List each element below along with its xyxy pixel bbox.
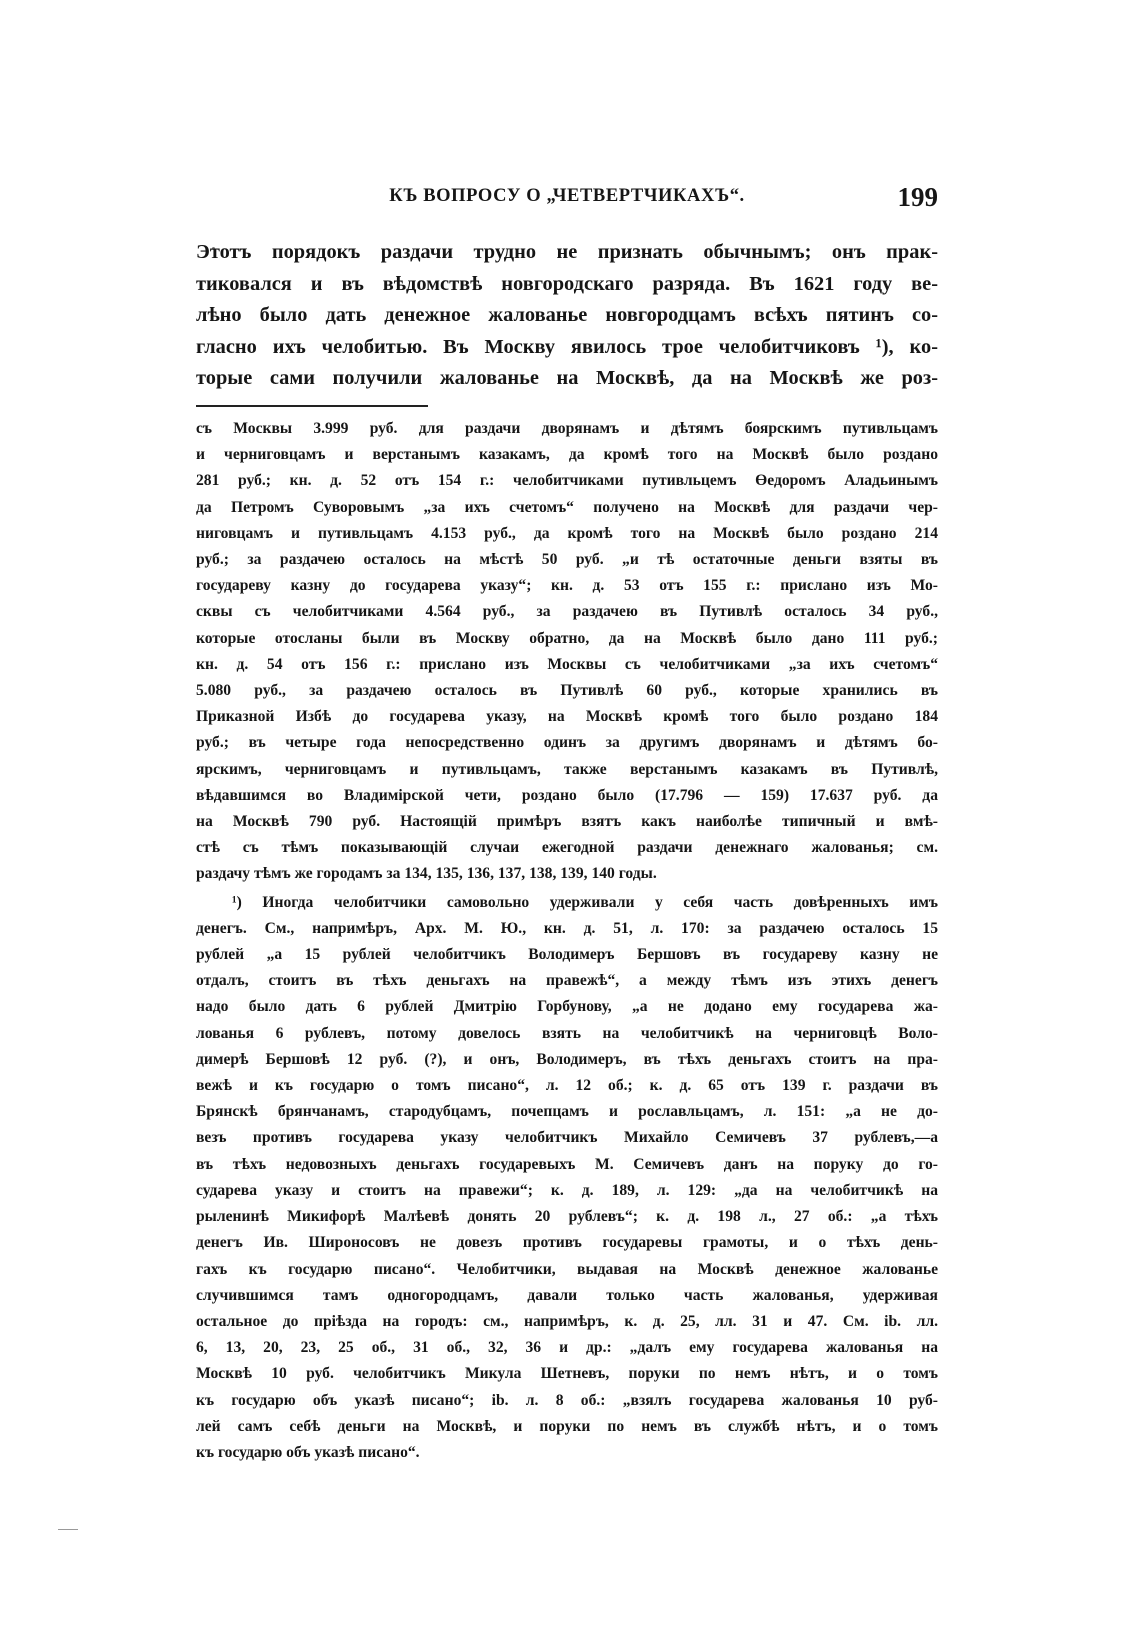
footnote-line: сударева указу и стоитъ на правежи“; к. д. 189, л. 129: „да на челобитчикѣ на — [196, 1181, 938, 1199]
footnote-line: и черниговцамъ и верстанымъ казакамъ, да кромѣ того на Москвѣ было роздано — [196, 446, 938, 464]
main-text-line: тиковался и въ вѣдомствѣ новгородскаго разряда. Въ 1621 году ве- — [196, 272, 938, 295]
footnote-line: 5.080 руб., за раздачею осталось въ Путивлѣ 60 руб., которые хранились въ — [196, 682, 938, 700]
footnote-line: въ тѣхъ недовозныхъ деньгахъ государевыхъ М. Семичевъ данъ на поруку до го- — [196, 1155, 938, 1173]
footnote-line: Москвѣ 10 руб. челобитчикъ Микула Шетневъ, поруки по немъ нѣтъ, и о томъ — [196, 1365, 938, 1383]
footnote-line: рыленинѣ Микифорѣ Малѣевѣ донять 20 рублевъ“; к. д. 198 л., 27 об.: „а тѣхъ — [196, 1208, 938, 1226]
footnote-line: лей самъ себѣ деньги на Москвѣ, и поруки по немъ въ службѣ нѣтъ, и о томъ — [196, 1417, 938, 1435]
running-head — [196, 182, 938, 222]
footnote-line: ¹) Иногда челобитчики самовольно удерживали у себя часть довѣренныхъ имъ — [232, 893, 938, 911]
footnote-1 — [196, 890, 938, 1466]
footnote-line: ниговцамъ и путивльцамъ 4.153 руб., да кромѣ того на Москвѣ было роздано 214 — [196, 524, 938, 542]
footnote-line: вѣдавшимся во Владимірской чети, роздано было (17.796 — 159) 17.637 руб. да — [196, 786, 938, 804]
footnote-line: да Петромъ Суворовымъ „за ихъ счетомъ“ получено на Москвѣ для раздачи чер- — [196, 498, 938, 516]
footnote-line: къ государю объ указѣ писано“. — [196, 1443, 420, 1461]
footnote-line: кн. д. 54 отъ 156 г.: прислано изъ Москвы съ челобитчиками „за ихъ счетомъ“ — [196, 655, 938, 673]
footnote-line: на Москвѣ 790 руб. Настоящій примѣръ взятъ какъ наиболѣе типичный и вмѣ- — [196, 813, 938, 831]
main-text — [196, 237, 938, 395]
footnote-line: везъ противъ государева указу челобитчикъ Михайло Семичевъ 37 рублевъ,—а — [196, 1129, 938, 1147]
footnote-line: вежѣ и къ государю о томъ писано“, л. 12 об.; к. д. 65 отъ 139 г. раздачи въ — [196, 1077, 938, 1095]
footnote-line: которые отосланы были въ Москву обратно, да на Москвѣ было дано 111 руб.; — [196, 629, 938, 647]
footnote-line: государеву казну до государева указу“; кн. д. 53 отъ 155 г.: прислано изъ Мо- — [196, 577, 938, 595]
footnotes — [196, 416, 938, 1466]
footnote-line: рублей „а 15 рублей челобитчикъ Володимеръ Бершовъ въ государеву казну не — [196, 946, 938, 964]
footnote-line: Брянскѣ брянчанамъ, стародубцамъ, почепцамъ и рославльцамъ, л. 151: „а не до- — [196, 1103, 938, 1121]
footnote-line: лованья 6 рублевъ, потому довелось взять на челобитчикѣ на черниговцѣ Воло- — [196, 1024, 938, 1042]
footnote-line: Приказной Избѣ до государева указу, на Москвѣ кромѣ того было роздано 184 — [196, 708, 938, 726]
footnote-line: денегъ Ив. Широносовъ не довезъ противъ государевы грамоты, и о тѣхъ день- — [196, 1234, 938, 1252]
footnote-line: 6, 13, 20, 23, 25 об., 31 об., 32, 36 и др.: „далъ ему государева жалованья на — [196, 1339, 938, 1357]
footnote-line: раздачу тѣмъ же городамъ за 134, 135, 136, 137, 138, 139, 140 годы. — [196, 865, 657, 883]
footnote-line: 281 руб.; кн. д. 52 отъ 154 г.: челобитчиками путивльцемъ Өедоромъ Аладьинымъ — [196, 472, 938, 490]
footnote-line: сквы съ челобитчиками 4.564 руб., за раздачею въ Путивлѣ осталось 34 руб., — [196, 603, 938, 621]
main-text-line: гласно ихъ челобитью. Въ Москву явилось трое челобитчиковъ ¹), ко- — [196, 335, 938, 358]
main-text-line: торые сами получили жалованье на Москвѣ, да на Москвѣ же роз- — [196, 367, 938, 389]
footnote-line: димерѣ Бершовѣ 12 руб. (?), и онъ, Володимеръ, въ тѣхъ деньгахъ стоитъ на пра- — [196, 1050, 938, 1068]
footnote-line: отдалъ, стоитъ въ тѣхъ деньгахъ на правежѣ“, а между тѣмъ изъ этихъ денегъ — [196, 972, 938, 990]
footnote-line: стѣ съ тѣмъ показывающій случаи ежегодной раздачи денежнаго жалованья; см. — [196, 839, 938, 857]
footnote-line: надо было дать 6 рублей Дмитрію Горбунову, „а не додано ему государева жа- — [196, 998, 938, 1016]
footnote-continuation — [196, 416, 938, 888]
footnote-line: руб.; въ четыре года непосредственно одинъ за другимъ дворянамъ и дѣтямъ бо- — [196, 734, 938, 752]
main-text-line: лѣно было дать денежное жалованье новгородцамъ всѣхъ пятинъ со- — [196, 304, 938, 326]
footnote-line: ярскимъ, черниговцамъ и путивльцамъ, также верстанымъ казакамъ въ Путивлѣ, — [196, 760, 938, 778]
footnote-line: съ Москвы 3.999 руб. для раздачи дворянамъ и дѣтямъ боярскимъ путивльцамъ — [196, 420, 938, 437]
footnote-line: руб.; за раздачею осталось на мѣстѣ 50 руб. „и тѣ остаточные деньги взяты въ — [196, 551, 938, 569]
running-title: КЪ ВОПРОСУ О „ЧЕТВЕРТЧИКАХЪ“. — [389, 186, 745, 206]
main-text-line: Этотъ порядокъ раздачи трудно не признать обычнымъ; онъ прак- — [196, 241, 938, 263]
footnote-line: остальное до пріѣзда на городъ: см., напримѣръ, к. д. 25, лл. 31 и 47. См. ib. лл. — [196, 1312, 938, 1330]
footnote-line: гахъ къ государю писано“. Челобитчики, выдавая на Москвѣ денежное жалованье — [196, 1260, 938, 1278]
footnote-line: случившимся тамъ одногородцамъ, давали только часть жалованья, удерживая — [196, 1286, 938, 1304]
footnote-line: денегъ. См., напримѣръ, Арх. М. Ю., кн. д. 51, л. 170: за раздачею осталось 15 — [196, 919, 938, 937]
footnote-rule — [196, 405, 428, 407]
page-number: 199 — [897, 182, 938, 212]
footnote-line: къ государю объ указѣ писано“; ib. л. 8 об.: „взялъ государева жалованья 10 руб- — [196, 1391, 938, 1409]
scan-mark — [58, 1529, 78, 1530]
